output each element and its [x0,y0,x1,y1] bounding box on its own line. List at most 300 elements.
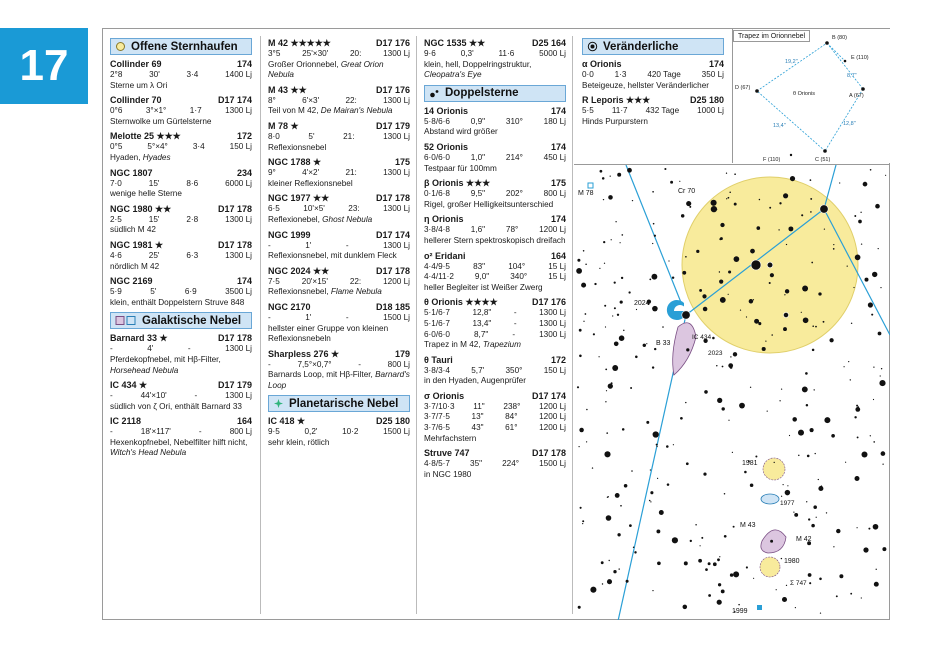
star-dot [592,467,593,468]
stat-value: 4·4/11·2 [424,272,454,282]
star-dot [810,179,812,181]
star-dot [611,239,612,240]
stat-value: 800 Lj [229,427,252,437]
star-dot [607,496,609,498]
star-dot [602,177,605,180]
entry-ref: D25 164 [531,38,566,48]
stat-value: 1·7 [189,106,202,116]
star-dot [873,366,874,367]
entry-stats [268,132,410,143]
stat-value: - [268,312,271,322]
star-dot [769,207,771,209]
star-d [755,89,759,93]
star-dot [845,462,846,463]
star-dot [652,366,654,368]
column-1 [110,38,252,463]
entry-header [110,380,252,391]
entry-stats [424,225,566,236]
star-f [790,154,792,156]
stat-value: 3·7/7·5 [424,412,450,422]
star-dot [783,484,784,485]
entry-name: σ Orionis [424,390,465,401]
star-dot [813,389,814,390]
section-title: Planetarische Nebel [289,397,399,410]
stat-value: 4·6 [110,250,122,260]
star-dot [703,473,706,476]
stat-value: 1300 Lj [383,204,410,214]
stat-value: 5' [150,287,157,297]
entry-description: Reflexionsnebel, mit dunklem Fleck [268,251,397,261]
star-dot [686,462,689,465]
star-dot [659,510,664,515]
entry-name: Struve 747 [424,448,470,459]
star-dot [816,517,817,518]
catalog-entry [424,214,566,246]
entry-header [424,251,566,262]
star-b [825,41,829,45]
star-dot [858,220,862,224]
star-dot [806,404,808,406]
stat-value: - [513,318,517,328]
label-cr70: Cr 70 [678,188,696,195]
stat-value: 104° [508,261,526,271]
stat-value: - [268,359,271,369]
star-dot [577,259,580,262]
stat-value: 11·6 [498,49,515,58]
star-dot [583,321,584,322]
section-title: Veränderliche [603,40,679,53]
star-dot [614,282,616,284]
star-dot [618,568,619,569]
stat-value: 22: [349,276,362,286]
star-dot [801,214,803,216]
star-dot [811,524,815,528]
star-dot [607,579,612,584]
star-dot [724,493,726,495]
label-1999: 1999 [732,608,748,615]
entry-description: in NGC 1980 [424,469,472,479]
star-dot [630,387,632,389]
entry-ref: D17 178 [217,333,252,344]
double-stars-list [424,106,566,481]
entry-header [424,38,566,49]
entry-ref: D17 178 [217,203,252,214]
star-dot [802,386,808,392]
stat-value: 30' [149,70,160,79]
star-dot [850,593,852,595]
star-dot [781,558,782,559]
trapezium-diagram [733,29,891,163]
entry-ref: D17 178 [217,239,252,250]
catalog-entry [424,251,566,294]
star-dot [728,197,730,199]
star-dot [667,483,670,486]
entry-header [110,333,252,344]
entry-stats [424,117,566,128]
stat-value: 3·8/3·4 [424,365,450,375]
star-dot [810,428,814,432]
label-struve747: Σ 747 [790,580,807,587]
star-dot [807,455,810,458]
star-dot [604,263,605,264]
entry-ref: D17 174 [531,390,566,401]
stat-value: 1,0" [470,152,486,162]
star-dot [812,325,814,327]
entry-name: NGC 2169 [110,276,153,287]
entry-ref: D25 180 [375,416,410,427]
stat-value: 5000 Lj [539,49,566,58]
entry-name: θ Orionis ★★★★ [424,297,498,308]
stat-value: 1000 Lj [697,106,724,116]
star-dot [818,292,821,295]
stat-value: 1200 Lj [539,401,566,411]
entry-description: Sternwolke um Gürtelsterne [110,116,212,126]
entry-name: θ Tauri [424,354,453,365]
nebulae-list-cont [268,38,410,391]
entry-stats [110,142,252,153]
section-title: Galaktische Nebel [142,314,242,327]
entry-stats [268,277,410,288]
entry-ref: D17 174 [217,95,252,106]
entry-name: Collinder 69 [110,59,162,69]
stat-value: 450 Lj [543,152,566,162]
stat-value: 5°×4° [147,142,168,152]
star-dot [754,319,759,324]
dist-db: 19,2" [785,59,798,65]
galactic-nebula-icon [115,315,137,326]
stat-value: 84° [505,412,518,422]
star-dot [809,582,811,584]
star-dot [579,428,584,433]
star-dot [576,268,582,274]
entry-header [424,178,566,189]
star-dot [653,431,659,437]
star-a [861,87,865,91]
entry-stats [424,412,566,423]
star-dot [855,407,860,412]
star-dot [861,597,862,598]
entry-header [424,214,566,225]
entry-ref: D17 176 [375,38,410,48]
entry-description: heller Begleiter ist Weißer Zwerg [424,282,543,292]
star-dot [875,204,880,209]
entry-header [110,59,252,70]
star-dot [726,173,727,174]
star-dot [643,344,646,347]
star-dot [632,200,633,201]
star-dot [605,401,606,402]
column-divider [416,36,417,614]
star-dot [818,479,819,480]
star-dot [649,279,651,281]
star-dot [656,529,660,533]
star-dot [861,451,867,457]
bright-star [820,205,828,213]
star-dot [728,420,729,421]
catalog-entry [110,59,252,91]
entry-ref: D18 185 [375,301,410,312]
star-dot [668,260,669,261]
stat-value: 15 Lj [548,261,566,271]
star-dot [856,405,858,407]
ngc-1999-marker [757,605,762,610]
star-dot [664,168,666,170]
star-dot [794,513,798,517]
star-dot [880,287,881,288]
stat-value: 1,6" [470,225,486,235]
star-dot [654,235,656,237]
star-dot [850,379,851,380]
entry-description: in den Hyaden, Augenprüfer [424,376,526,386]
stat-value: 4' [147,344,154,354]
star-dot [652,191,654,193]
catalog-entry [268,416,410,448]
stat-value: 1300 Lj [539,308,566,318]
stat-value: 1300 Lj [225,214,252,224]
entry-name: β Orionis ★★★ [424,178,491,189]
star-dot [702,294,706,298]
stat-value: 25' [148,250,160,260]
star-dot [712,337,715,340]
star-dot [848,361,849,362]
stat-value: 4·8/5·7 [424,459,450,469]
entry-description: südlich von ζ Ori, enthält Barnard 33 [110,401,242,411]
stat-value: 5·9 [110,287,122,297]
catalog-entry [268,38,410,81]
entry-ref: D17 174 [375,229,410,240]
entry-header [268,416,410,427]
star-dot [733,352,737,356]
stat-value: 224° [502,459,520,469]
star-dot [615,493,620,498]
star-dot [705,568,708,571]
star-dot [672,537,678,543]
entry-description: Rigel, großer Helligkeitsunterschied [424,199,554,209]
star-dot [606,390,607,391]
stat-value: 4'×2' [302,168,320,178]
stat-value: 6·5 [268,204,280,214]
star-dot [818,486,823,491]
entry-ref: D17 179 [375,120,410,131]
entry-header [268,193,410,204]
variable-star-icon [587,41,598,52]
star-dot [778,229,779,230]
bright-star [682,311,690,319]
star-dot [581,283,586,288]
stat-value: 7·5 [268,276,280,286]
entry-stats [110,287,252,298]
stat-value: - [187,344,191,354]
star-dot [650,469,651,470]
entry-ref: 174 [550,214,566,225]
stat-value: 1300 Lj [383,131,410,141]
star-dot [815,453,816,454]
star-dot [774,462,775,463]
star-dot [857,436,859,438]
star-dot [578,606,581,609]
stat-value: - [513,308,517,318]
section-galactic-nebulae [110,312,252,329]
stat-value: 1300 Lj [383,49,410,58]
m-78-marker [588,183,593,188]
entry-stats [424,49,566,60]
star-dot [873,441,875,443]
entry-stats [110,179,252,190]
catalog-entry [424,297,566,350]
entry-description: wenige helle Sterne [110,189,182,199]
star-dot [785,490,790,495]
entry-header [268,349,410,360]
catalog-entry [582,95,724,127]
star-dot [776,589,777,590]
planetary-nebula-icon [273,398,284,409]
entry-description: klein, enthält Doppelstern Struve 848 [110,297,245,307]
star-dot [863,182,868,187]
stat-value: 8° [268,95,276,105]
stat-value: 214° [505,152,523,162]
star-dot [609,560,610,561]
label-1977: 1977 [780,500,795,507]
stat-value: 1300 Lj [539,318,566,328]
stat-value: 1300 Lj [225,250,252,260]
star-dot [593,333,595,335]
stat-value: 6·3 [186,250,199,260]
star-dot [606,432,608,434]
stat-value: 3°×1° [145,106,167,116]
star-dot [657,561,661,565]
star-dot [756,226,760,230]
entry-description: Testpaar für 100mm [424,163,497,173]
star-dot [670,181,673,184]
entry-stats [110,70,252,81]
column-3 [424,38,566,484]
entry-name: NGC 2024 ★★ [268,265,330,276]
ngc-1981-cluster [763,458,785,480]
star-dot [785,289,789,293]
star-dot [833,546,834,547]
star-dot [759,199,761,201]
stat-value: 1300 Lj [225,391,252,401]
star-dot [699,545,700,546]
entry-header [268,302,410,313]
star-dot [603,199,604,200]
star-dot [708,562,711,565]
entry-ref: D17 178 [375,265,410,276]
star-dot [882,464,883,465]
column-2 [268,38,410,453]
stat-value: 1500 Lj [383,312,410,322]
star-dot [657,478,658,479]
stat-value: - [110,427,113,437]
star-dot [713,562,717,566]
star-dot [765,340,766,341]
entry-alt-name: De Mairan's Nebula [320,106,393,116]
column-divider [572,36,573,614]
section-variables [582,38,724,55]
entry-name: IC 434 ★ [110,380,148,391]
stat-value: 432 Tage [645,106,680,116]
star-dot [623,330,624,331]
star-dot [876,569,877,570]
star-dot [854,215,856,217]
star-dot [740,310,741,311]
stat-value: 35" [470,459,483,469]
entry-stats [424,189,566,200]
stat-value: - [345,240,349,250]
star-dot [681,214,684,217]
star-dot [793,511,794,512]
stat-value: 150 Lj [229,142,252,152]
entry-stats [110,427,252,438]
stat-value: 1300 Lj [225,344,252,354]
star-dot [679,181,680,182]
entry-ref: 175 [550,178,566,189]
stat-value: 9° [268,168,276,178]
stat-value: 44'×10' [140,391,167,401]
entry-ref: D25 180 [689,95,724,106]
catalog-entry [268,193,410,225]
star-dot [604,305,606,307]
column-divider [260,36,261,614]
star-dot [683,605,688,610]
star-dot [695,524,697,526]
star-dot [787,485,788,486]
entry-header [268,121,410,132]
entry-header [110,204,252,215]
star-dot [662,326,664,328]
star-dot [613,570,616,573]
star-dot [815,326,817,328]
entry-header [424,448,566,459]
entry-ref: 164 [236,416,252,427]
catalog-entry [424,38,566,81]
star-dot [873,524,879,530]
entry-name: M 42 ★★★★★ [268,38,331,48]
stat-value: 5·8/6·6 [424,116,450,126]
entry-header [110,240,252,251]
star-dot [582,520,584,522]
entry-header [268,157,410,168]
entry-description: Trapez in M 42, Trapezium [424,340,521,350]
entry-ref: 174 [550,105,566,116]
open-clusters-list [110,59,252,308]
star-dot [808,573,812,577]
star-dot [730,573,733,576]
entry-name: NGC 1999 [268,229,311,240]
stat-value: 23: [348,204,360,214]
star-dot [605,368,607,370]
label-e: E (110) [851,55,869,61]
catalog-entry [424,448,566,480]
entry-stats [268,49,410,60]
star-dot [781,388,782,389]
trapezium-inset [732,29,890,163]
ic-434-nebula [673,323,696,375]
star-dot [851,323,852,324]
stat-value: 1500 Lj [383,427,410,437]
star-dot [614,307,616,309]
section-title: Offene Sternhaufen [131,40,238,53]
star-dot [686,201,691,206]
star-dot [831,434,835,438]
entry-stats [268,360,410,371]
label-a: A (67) [849,93,864,99]
star-dot [602,583,603,584]
star-dot [598,356,599,357]
stat-value: 5·5 [582,106,594,116]
entry-description: Reflexionsnebel [268,142,327,152]
entry-name: α Orionis [582,59,622,69]
